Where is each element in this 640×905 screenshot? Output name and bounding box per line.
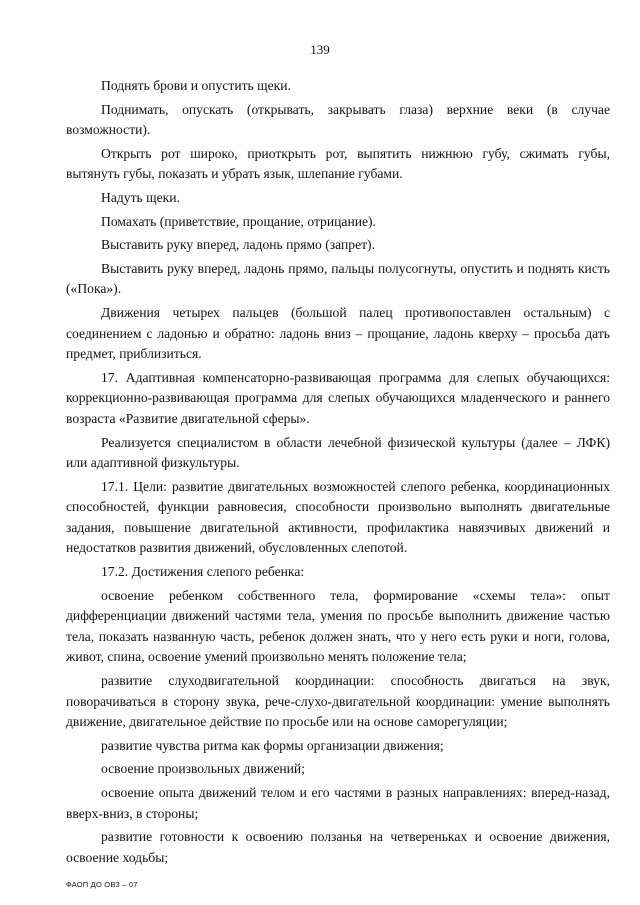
list-item: развитие готовности к освоению ползанья на четвереньках и освоение движения, освоение ходьбы; (66, 829, 610, 865)
paragraph: Поднять брови и опустить щеки. (101, 78, 291, 93)
list-item: освоение произвольных движений; (101, 761, 305, 777)
page-number: 139 (310, 42, 330, 57)
page-content (66, 76, 610, 871)
list-item: развитие слуходвигательной координации: способность двигаться на звук, поворачиваться в сторону звука, рече-слухо-двигательной координации: умение выполнять движение, двигательное действие по просьбе или на основе саморегуляции; (66, 673, 610, 730)
list-item: освоение опыта движений телом и его частями в разных направлениях: вперед-назад, вверх-вниз, в стороны; (66, 785, 610, 821)
paragraph: Открыть рот широко, приоткрыть рот, выпятить нижнюю губу, сжимать губы, вытянуть губы, показать и убрать язык, шлепание губами. (66, 145, 610, 182)
paragraph: Помахать (приветствие, прощание, отрицание). (101, 213, 376, 229)
list-item: развитие чувства ритма как формы организации движения; (101, 737, 444, 753)
document-footer: ФАОП ДО ОВЗ – 07 (66, 880, 138, 889)
list-item: освоение ребенком собственного тела, формирование «схемы тела»: опыт дифференциации движений частями тела, умения по просьбе выполнить движение частью тела, показать названную часть, ребенок должен знать, что у него есть руки и ноги, голова, живот, спина, освоение умений произвольно менять положение тела; (66, 587, 610, 665)
paragraph: Поднимать, опускать (открывать, закрывать глаза) верхние веки (в случае возможности). (66, 101, 610, 138)
paragraph: Реализуется специалистом в области лечебной физической культуры (далее – ЛФК) или адаптивной физкультуры. (66, 434, 610, 471)
paragraph: Движения четырех пальцев (большой палец противопоставлен остальным) с соединением с ладонью и обратно: ладонь вниз – прощание, ладонь кверху – просьба дать предмет, приблизиться. (66, 304, 610, 362)
section-goals-17-1: 17.1. Цели: развитие двигательных возможностей слепого ребенка, координационных способностей, функции равновесия, способности произвольно выполнять двигательные задания, повышение двигательной активности, профилактика навязчивых движений и недостатков развития движений, обусловленных слепотой. (66, 478, 610, 556)
paragraph: Надуть щеки. (101, 189, 180, 205)
paragraph: Выставить руку вперед, ладонь прямо (запрет). (101, 237, 375, 253)
paragraph: Выставить руку вперед, ладонь прямо, пальцы полусогнуты, опустить и поднять кисть («Пока»). (66, 260, 610, 297)
section-achievements-17-2: 17.2. Достижения слепого ребенка: (101, 564, 305, 580)
section-heading-17: 17. Адаптивная компенсаторно-развивающая программа для слепых обучающихся: коррекционно-развивающая программа для слепых обучающихся младенческого и раннего возраста «Развитие двигательной сферы». (66, 369, 610, 426)
